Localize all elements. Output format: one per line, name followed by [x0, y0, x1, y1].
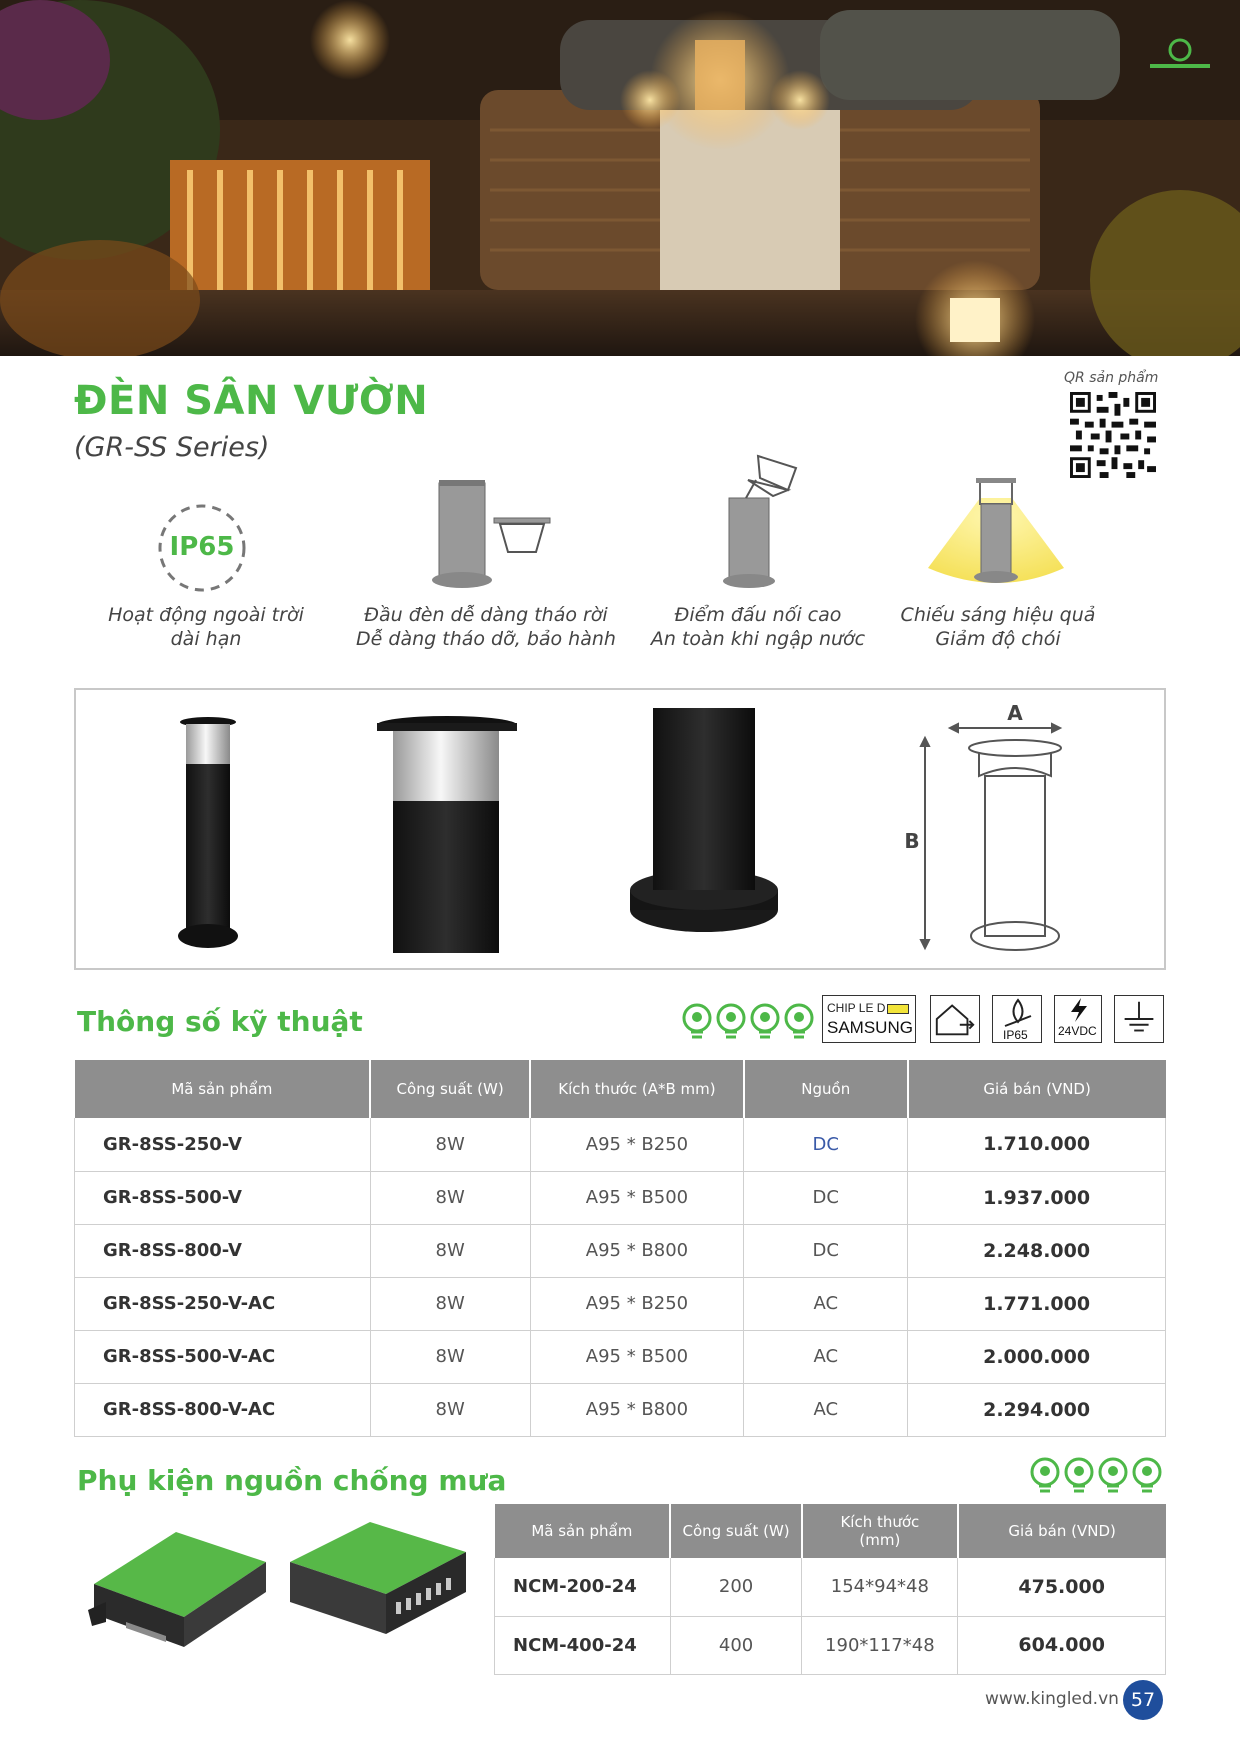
feature-high-connection [628, 438, 888, 651]
price-cell: 1.937.000 [908, 1171, 1166, 1224]
power-cell: 8W [370, 1383, 530, 1436]
product-code: GR-8SS-500-V [75, 1171, 371, 1224]
table-row [495, 1616, 1166, 1674]
size-cell: A95 * B500 [530, 1171, 744, 1224]
accessories-table [494, 1504, 1166, 1675]
column-header [802, 1504, 958, 1558]
product-code: GR-8SS-250-V [75, 1118, 371, 1171]
price-cell: 1.771.000 [908, 1277, 1166, 1330]
feature-caption-line1: Hoạt động ngoài trời [108, 604, 304, 626]
samsung-label: SAMSUNG [827, 1018, 913, 1037]
page-title: ĐÈN SÂN VƯỜN [74, 378, 429, 424]
size-cell: A95 * B500 [530, 1330, 744, 1383]
specs-section-title: Thông số kỹ thuật [77, 1005, 363, 1038]
ip65-badge-icon [76, 438, 336, 603]
feature-caption-line2: Giảm độ chói [935, 628, 1061, 650]
table-row [75, 1277, 1166, 1330]
column-header-line1: Kích thước [840, 1513, 920, 1531]
accessories-section-title: Phụ kiện nguồn chống mưa [77, 1464, 507, 1497]
price-cell: 604.000 [958, 1616, 1166, 1674]
table-row [495, 1558, 1166, 1616]
power-cell: 8W [370, 1171, 530, 1224]
page-number: 57 [1123, 1680, 1163, 1720]
dimension-label-b: B [904, 829, 920, 853]
column-header: Công suất (W) [370, 1060, 530, 1118]
source-cell: AC [744, 1277, 908, 1330]
efficiency-bulbs-icon [1028, 1456, 1168, 1500]
feature-caption-line2: Dễ dàng tháo dỡ, bảo hành [356, 628, 616, 650]
feature-caption-line1: Điểm đấu nối cao [674, 604, 842, 626]
product-code: NCM-200-24 [495, 1558, 671, 1616]
size-cell: 154*94*48 [802, 1558, 958, 1616]
efficiency-bulbs-icon [680, 1002, 820, 1046]
product-code: GR-8SS-800-V-AC [75, 1383, 371, 1436]
feature-caption-line2: An toàn khi ngập nước [650, 628, 866, 650]
feature-caption-line1: Đầu đèn dễ dàng tháo rời [364, 604, 608, 626]
detachable-head-icon [356, 438, 616, 603]
website-link[interactable]: www.kingled.vn [985, 1689, 1119, 1709]
column-header: Giá bán (VND) [958, 1504, 1166, 1558]
feature-ip65 [76, 438, 336, 651]
column-header: Công suất (W) [670, 1504, 802, 1558]
column-header-line2: (mm) [859, 1531, 901, 1549]
feature-glare [868, 438, 1128, 651]
dimension-label-a: A [1007, 701, 1023, 725]
size-cell: A95 * B800 [530, 1383, 744, 1436]
size-cell: A95 * B800 [530, 1224, 744, 1277]
product-code: GR-8SS-800-V [75, 1224, 371, 1277]
table-row [75, 1383, 1166, 1436]
product-photo-head [377, 716, 517, 953]
glare-reduction-icon [868, 438, 1128, 603]
hero-image [0, 0, 1240, 356]
product-code: NCM-400-24 [495, 1616, 671, 1674]
qr-label: QR sản phẩm [1064, 370, 1159, 386]
product-code: GR-8SS-250-V-AC [75, 1277, 371, 1330]
dimension-drawing [921, 724, 1061, 950]
power-supply-photos [86, 1522, 476, 1652]
lightning-icon [1055, 996, 1103, 1022]
chip-led-samsung-badge [822, 995, 916, 1043]
product-images-panel [74, 688, 1166, 970]
power-cell: 400 [670, 1616, 802, 1674]
price-cell: 2.248.000 [908, 1224, 1166, 1277]
size-cell: A95 * B250 [530, 1277, 744, 1330]
feature-caption-line1: Chiếu sáng hiệu quả [900, 604, 1096, 626]
power-cell: 8W [370, 1277, 530, 1330]
price-cell: 475.000 [958, 1558, 1166, 1616]
ip65-cert-label: IP65 [1003, 1028, 1028, 1042]
price-cell: 2.294.000 [908, 1383, 1166, 1436]
table-row [75, 1171, 1166, 1224]
column-header: Mã sản phẩm [495, 1504, 671, 1558]
feature-caption-line2: dài hạn [170, 628, 242, 650]
high-connection-icon [628, 438, 888, 603]
ip65-badge-text: IP65 [169, 532, 235, 562]
water-drop-icon [993, 996, 1043, 1030]
column-header: Giá bán (VND) [908, 1060, 1166, 1118]
price-cell: 2.000.000 [908, 1330, 1166, 1383]
table-row [75, 1118, 1166, 1171]
source-cell: DC [744, 1224, 908, 1277]
power-cell: 8W [370, 1330, 530, 1383]
source-cell: AC [744, 1383, 908, 1436]
power-cell: 8W [370, 1118, 530, 1171]
product-photo-full [178, 717, 238, 948]
ground-icon [1114, 995, 1164, 1043]
product-code: GR-8SS-500-V-AC [75, 1330, 371, 1383]
table-row [75, 1330, 1166, 1383]
column-header: Mã sản phẩm [75, 1060, 371, 1118]
spec-table [74, 1060, 1166, 1437]
power-cell: 200 [670, 1558, 802, 1616]
table-header-row [75, 1060, 1166, 1118]
product-photo-base [630, 708, 778, 932]
source-cell: AC [744, 1330, 908, 1383]
series-subtitle: (GR-SS Series) [74, 432, 270, 463]
chip-led-label: CHIP LE D [827, 1001, 886, 1015]
voltage-label: 24VDC [1058, 1024, 1097, 1038]
column-header: Kích thước (A*B mm) [530, 1060, 744, 1118]
source-cell: DC [744, 1171, 908, 1224]
chip-led-swatch-icon [887, 1004, 909, 1014]
column-header: Nguồn [744, 1060, 908, 1118]
voltage-badge [1054, 995, 1102, 1043]
source-cell: DC [744, 1118, 908, 1171]
size-cell: 190*117*48 [802, 1616, 958, 1674]
size-cell: A95 * B250 [530, 1118, 744, 1171]
ip65-cert-badge [992, 995, 1042, 1043]
indoor-outdoor-icon [930, 995, 980, 1043]
price-cell: 1.710.000 [908, 1118, 1166, 1171]
table-header-row [495, 1504, 1166, 1558]
table-row [75, 1224, 1166, 1277]
feature-detachable [356, 438, 616, 651]
power-cell: 8W [370, 1224, 530, 1277]
